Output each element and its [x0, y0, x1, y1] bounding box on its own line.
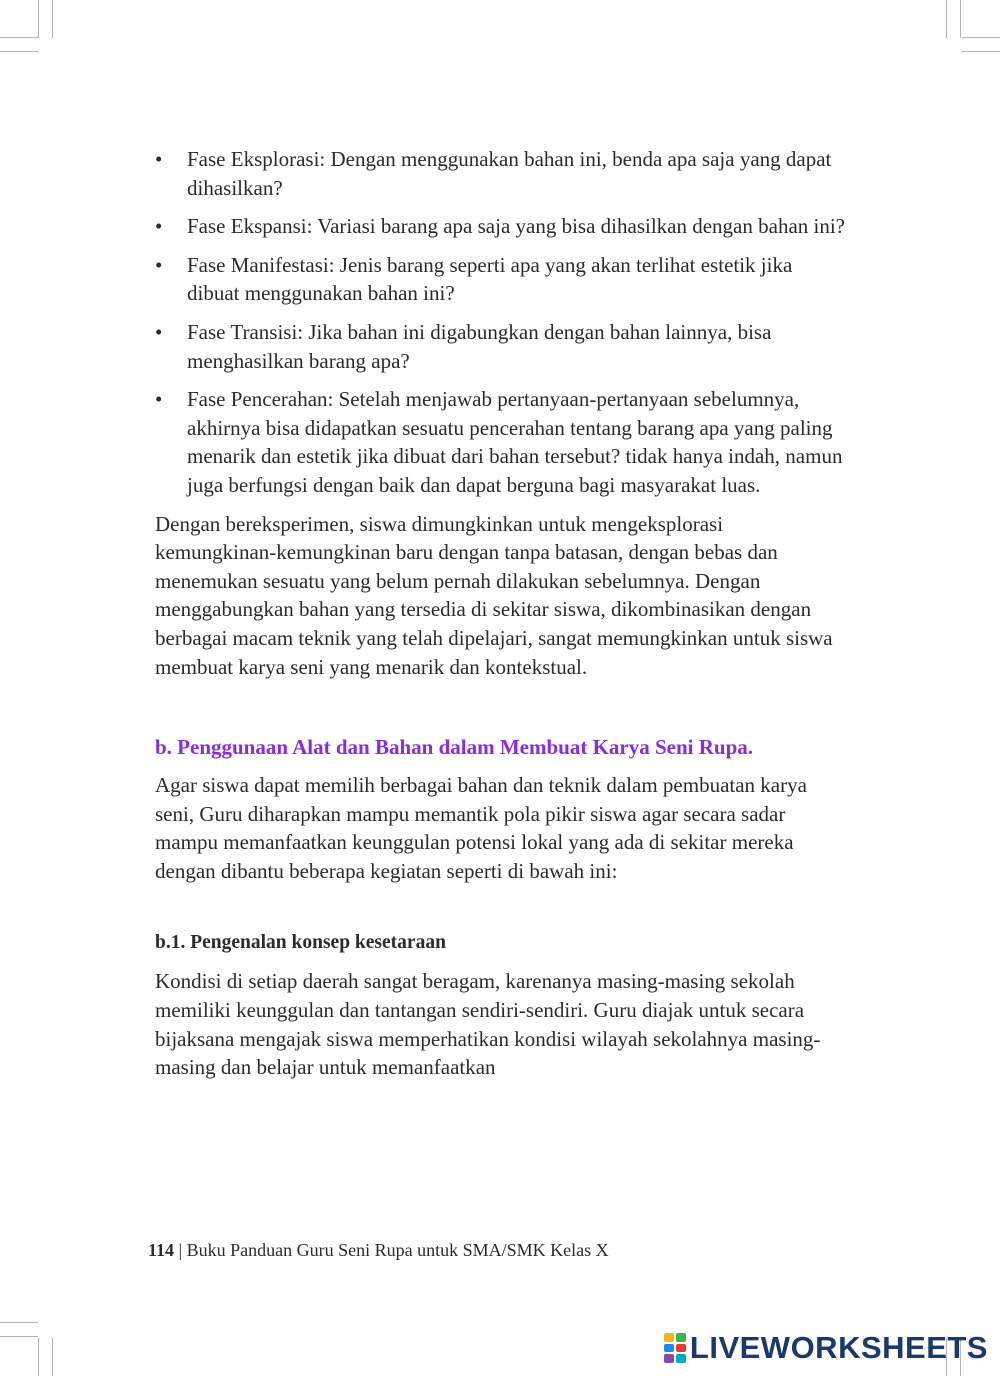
bullet-icon: • — [155, 147, 163, 171]
crop-mark — [52, 0, 53, 38]
crop-mark — [38, 1338, 39, 1376]
crop-mark — [0, 1336, 38, 1337]
page-content — [155, 145, 845, 1082]
section-b-paragraph: Agar siswa dapat memilih berbagai bahan dan teknik dalam pembuatan karya seni, Guru diharapkan mampu memantik pola pikir siswa agar secara sadar mampu memanfaatkan keunggulan potensi lokal yang ada di sekitar mereka dengan dibantu beberapa kegiatan seperti di bawah ini: — [155, 773, 807, 883]
crop-mark — [0, 1322, 38, 1323]
list-item: • Fase Pencerahan: Setelah menjawab pertanyaan-pertanyaan sebelumnya, akhirnya bisa didapatkan sesuatu pencerahan tentang barang apa yang paling menarik dan estetik jika dibuat dari bahan tersebut? tidak hanya indah, namun juga berfungsi dengan baik dan dapat berguna bagi masyarakat luas. — [155, 387, 843, 497]
list-item: • Fase Ekspansi: Variasi barang apa saja yang bisa dihasilkan dengan bahan ini? — [155, 212, 845, 241]
list-item: • Fase Manifestasi: Jenis barang seperti apa yang akan terlihat estetik jika dibuat menggunakan bahan ini? — [155, 252, 793, 306]
crop-mark — [0, 37, 38, 38]
section-b-heading: b. Penggunaan Alat dan Bahan dalam Membuat Karya Seni Rupa. — [155, 735, 754, 760]
crop-mark — [960, 0, 961, 38]
brand-name: LIVEWORKSHEETS — [689, 1330, 988, 1365]
crop-mark — [962, 51, 1000, 52]
crop-mark — [52, 1338, 53, 1376]
book-title: Buku Panduan Guru Seni Rupa untuk SMA/SMK Kelas X — [186, 1240, 609, 1260]
liveworksheets-logo[interactable] — [664, 1330, 988, 1366]
crop-mark — [38, 0, 39, 38]
page-number: 114 — [148, 1240, 175, 1260]
paragraph-experiment: Dengan bereksperimen, siswa dimungkinkan untuk mengeksplorasi kemungkinan-kemungkinan baru dengan tanpa batasan, dengan bebas dan menemukan sesuatu yang belum pernah dilakukan sebelumnya. Dengan menggabungkan bahan yang tersedia di sekitar siswa, dikombinasikan dengan berbagai macam teknik yang telah dipelajari, sangat memungkinkan untuk siswa membuat karya seni yang menarik dan kontekstual. — [155, 511, 833, 679]
footer-separator: | — [178, 1240, 183, 1260]
logo-grid-icon — [664, 1333, 686, 1363]
page-footer — [148, 1240, 609, 1261]
crop-mark — [0, 51, 38, 52]
section-b1-paragraph: Kondisi di setiap daerah sangat beragam, karenanya masing-masing sekolah memiliki keunggulan dan tantangan sendiri-sendiri. Guru diajak untuk secara bijaksana mengajak siswa memperhatikan kondisi wilayah sekolahnya masing-masing dan belajar untuk memanfaatkan — [155, 969, 821, 1080]
list-item: • Fase Transisi: Jika bahan ini digabungkan dengan bahan lainnya, bisa menghasilkan barang apa? — [155, 319, 772, 373]
phase-list — [155, 145, 845, 500]
bullet-icon: • — [155, 252, 163, 277]
section-b1-heading: b.1. Pengenalan konsep kesetaraan — [155, 932, 446, 954]
crop-mark — [962, 37, 1000, 38]
list-item: • Fase Eksplorasi: Dengan menggunakan bahan ini, benda apa saja yang dapat dihasilkan? — [155, 147, 832, 200]
bullet-icon: • — [155, 214, 163, 239]
bullet-icon: • — [155, 387, 163, 412]
crop-mark — [946, 0, 947, 38]
bullet-icon: • — [155, 319, 163, 344]
